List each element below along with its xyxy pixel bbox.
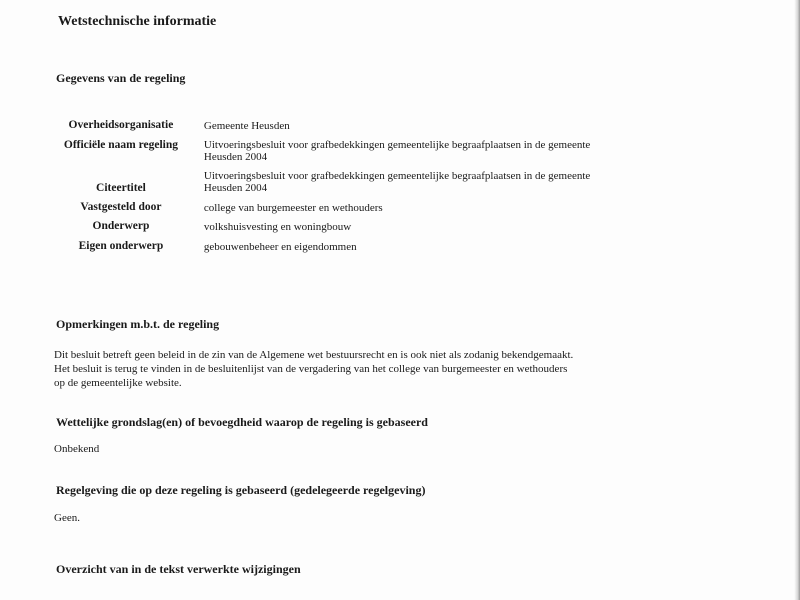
metadata-value: Uitvoeringsbesluit voor grafbedekkingen gemeentelijke begraafplaatsen in de gemeente Heusden 2004	[203, 169, 591, 194]
metadata-row-citeertitel	[52, 170, 612, 201]
metadata-label: Eigen onderwerp	[78, 239, 164, 252]
metadata-value: college van burgemeester en wethouders	[203, 201, 383, 214]
metadata-label: Vastgesteld door	[80, 200, 162, 213]
metadata-label: Officiële naam regeling	[63, 138, 178, 151]
metadata-row-officiele-naam	[52, 139, 612, 170]
document-title: Wetstechnische informatie	[58, 14, 217, 29]
metadata-row-eigen-onderwerp	[52, 240, 612, 254]
opmerkingen-text: Dit besluit betreft geen beleid in de zin van de Algemene wet bestuursrecht en is ook niet als zodanig bekendgemaakt. Het besluit is terug te vinden in de besluitenlijst van de vergadering van het college van burgemeester en wethouders op de gemeentelijke website.	[54, 349, 574, 389]
section-heading-opmerkingen: Opmerkingen m.b.t. de regeling	[56, 317, 220, 331]
metadata-label: Onderwerp	[92, 220, 150, 232]
metadata-value: gebouwenbeheer en eigendommen	[203, 240, 357, 253]
metadata-row-onderwerp	[52, 220, 612, 240]
section-heading-wijzigingen: Overzicht van in de tekst verwerkte wijzigingen	[56, 562, 301, 576]
gedelegeerd-text: Geen.	[54, 512, 80, 524]
regulation-metadata-table	[52, 119, 612, 253]
metadata-value: volkshuisvesting en woningbouw	[203, 221, 352, 233]
scan-edge-shadow	[794, 0, 800, 600]
section-heading-gedelegeerd: Regelgeving die op deze regeling is gebaseerd (gedelegeerde regelgeving)	[56, 483, 426, 497]
metadata-value: Uitvoeringsbesluit voor grafbedekkingen gemeentelijke begraafplaatsen in de gemeente Heusden 2004	[203, 138, 591, 163]
metadata-label: Overheidsorganisatie	[68, 119, 174, 131]
grondslag-text: Onbekend	[54, 443, 100, 455]
section-heading-gegevens: Gegevens van de regeling	[56, 71, 186, 85]
metadata-label: Citeertitel	[96, 181, 146, 194]
metadata-value: Gemeente Heusden	[203, 120, 290, 132]
section-heading-grondslag: Wettelijke grondslag(en) of bevoegdheid waarop de regeling is gebaseerd	[56, 415, 428, 429]
metadata-row-overheidsorganisatie	[52, 119, 612, 139]
metadata-row-vastgesteld-door	[52, 201, 612, 221]
